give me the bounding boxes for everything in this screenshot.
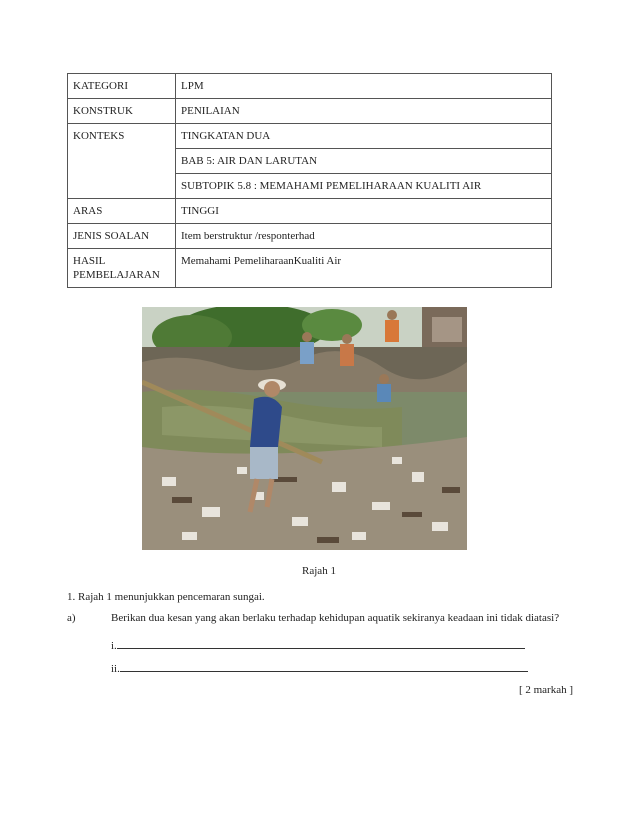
jenis-soalan-value: Item berstruktur /responterhad (176, 224, 552, 249)
konstruk-label: KONSTRUK (68, 99, 176, 124)
kategori-label: KATEGORI (68, 74, 176, 99)
answer-line-1[interactable] (111, 638, 525, 652)
question-intro: 1. Rajah 1 menunjukkan pencemaran sungai. (67, 591, 265, 603)
hasil-pembelajaran-label (68, 249, 176, 288)
answer-line-2[interactable] (111, 661, 528, 675)
answer-2-label: ii. (111, 663, 120, 675)
konteks-value-1: TINGKATAN DUA (176, 124, 552, 149)
konstruk-value: PENILAIAN (176, 99, 552, 124)
hasil-pembelajaran-value: Memahami PemeliharaanKualiti Air (176, 249, 552, 288)
aras-value: TINGGI (176, 199, 552, 224)
jenis-soalan-label: JENIS SOALAN (68, 224, 176, 249)
answer-2-blank[interactable] (120, 661, 528, 672)
figure-caption: Rajah 1 (302, 565, 336, 577)
kategori-value: LPM (176, 74, 552, 99)
konteks-label: KONTEKS (68, 124, 176, 199)
hasil-label-line-1: HASIL (73, 255, 106, 267)
marks-label: [ 2 markah ] (518, 684, 573, 696)
answer-1-label: i. (111, 640, 117, 652)
aras-label: ARAS (68, 199, 176, 224)
konteks-value-2: BAB 5: AIR DAN LARUTAN (176, 149, 552, 174)
konteks-value-3: SUBTOPIK 5.8 : MEMAHAMI PEMELIHARAAN KUALITI AIR (176, 174, 552, 199)
river-pollution-photo (142, 307, 467, 550)
question-part-label: a) (67, 612, 76, 624)
info-table (67, 73, 552, 288)
hasil-label-line-2: PEMBELAJARAN (73, 269, 160, 281)
question-part-text: Berikan dua kesan yang akan berlaku terhadap kehidupan aquatik sekiranya keadaan ini tidak diatasi? (111, 612, 560, 624)
answer-1-blank[interactable] (117, 638, 525, 649)
